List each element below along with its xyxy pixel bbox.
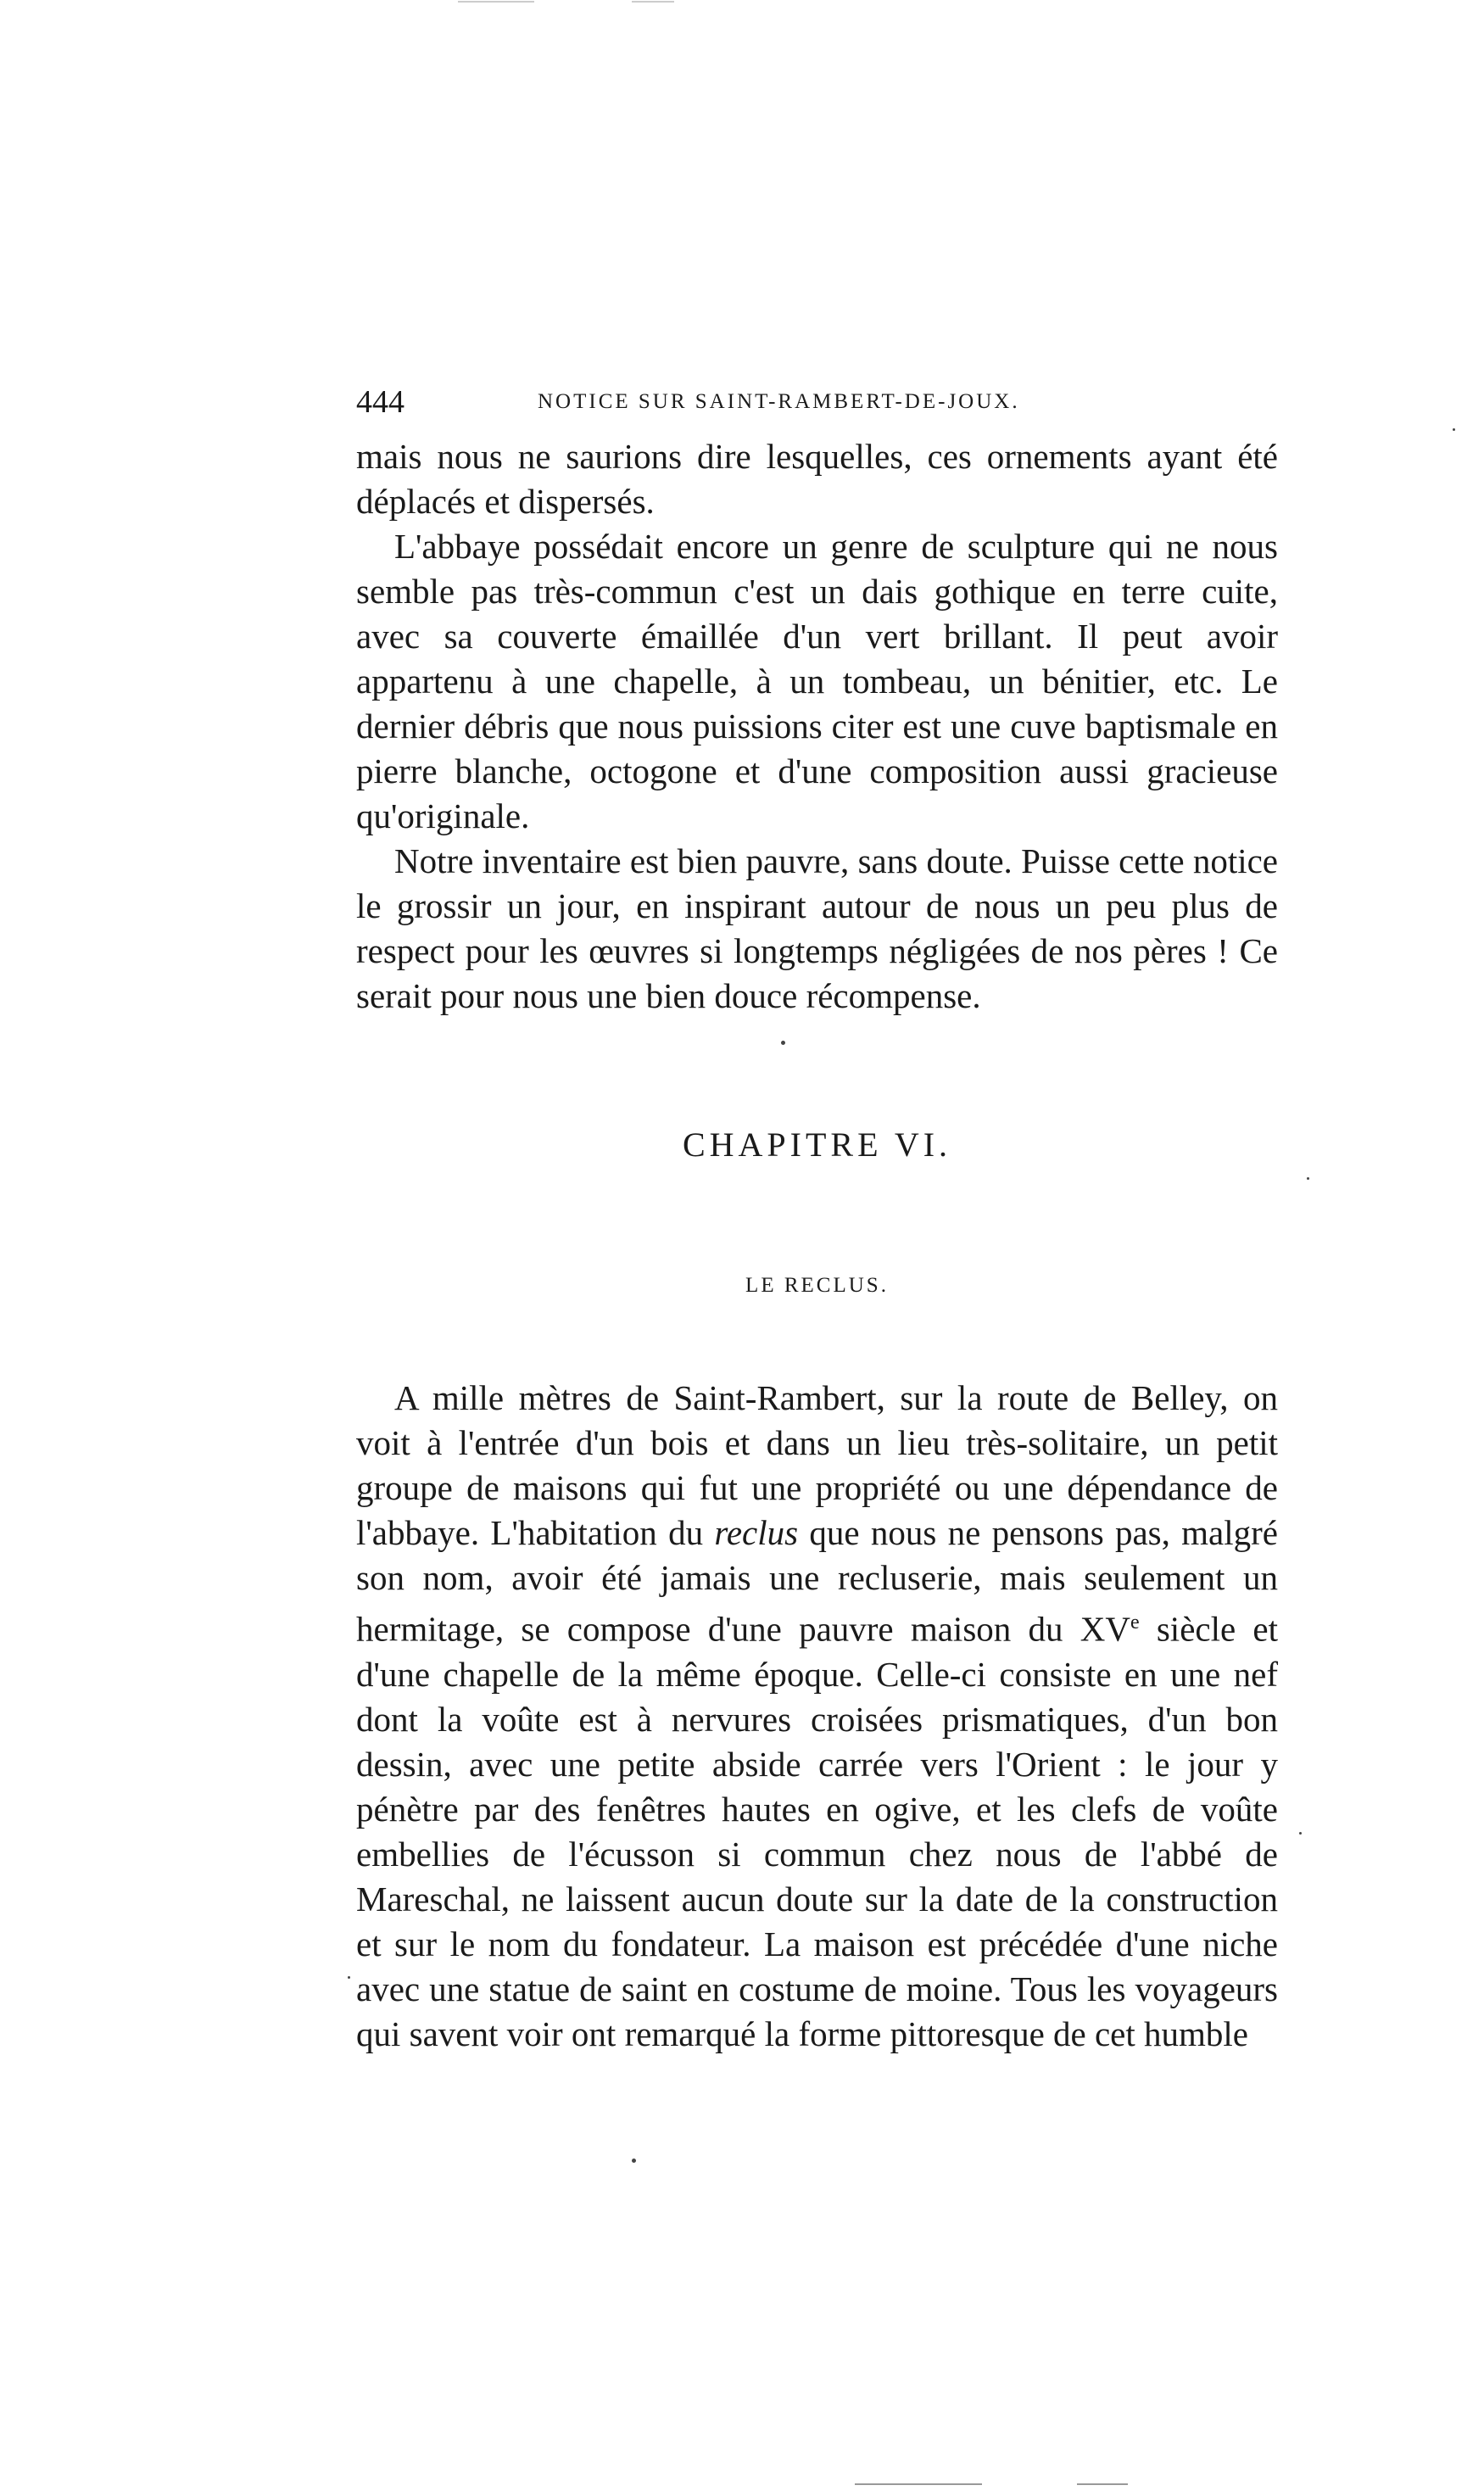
stray-mark bbox=[1453, 428, 1455, 431]
running-head: NOTICE SUR SAINT-RAMBERT-DE-JOUX. bbox=[538, 390, 1020, 413]
bottom-scan-mark bbox=[855, 2483, 982, 2485]
stray-mark bbox=[781, 1041, 785, 1045]
stray-mark bbox=[632, 2159, 636, 2163]
paragraph-text: siècle et d'une chapelle de la même époque. Celle-ci consiste en une nef dont la voûte est à nervures croisées prismatiques, d'un bon dessin, avec une petite abside carrée vers l'Orient : le jour y pénètre par des fenêtres hautes en ogive, et les clefs de voûte embellies de l'écusson si commun chez nous de l'abbé de Mareschal, ne laissent aucun doute sur la date de la construction et sur le nom du fondateur. La maison est précédée d'une niche avec une statue de saint en costume de moine. Tous les voyageurs qui savent voir ont remarqué la forme pittoresque de cet humble bbox=[356, 1609, 1279, 2053]
stray-mark bbox=[1307, 1177, 1309, 1180]
stray-mark bbox=[1299, 1832, 1302, 1835]
stray-mark bbox=[348, 1976, 350, 1979]
section-title: LE RECLUS. bbox=[745, 1274, 889, 1297]
chapter-title: CHAPITRE VI. bbox=[682, 1125, 952, 1164]
paragraph bbox=[356, 1376, 1278, 2057]
paragraph: L'abbaye possédait encore un genre de sculpture qui ne nous semble pas très-commun c'est un dais gothique en terre cuite, avec sa couverte émaillée d'un vert brillant. Il peut avoir appartenu à une chapelle, à un tombeau, un bénitier, etc. Le dernier débris que nous puissions citer est une cuve baptismale en pierre blanche, octogone et d'une composition aussi gracieuse qu'originale. bbox=[356, 527, 1278, 835]
page-header bbox=[356, 383, 1289, 434]
paragraph: Notre inventaire est bien pauvre, sans doute. Puisse cette notice le grossir un jour, en inspirant autour de nous un peu plus de respect pour les œuvres si longtemps négligées de nos pères ! Ce serait pour nous une bien douce récompense. bbox=[356, 841, 1278, 1015]
page-number: 444 bbox=[356, 384, 404, 420]
top-scan-mark bbox=[632, 1, 674, 3]
italic-term: reclus bbox=[714, 1513, 799, 1552]
paragraph: mais nous ne saurions dire lesquelles, ces ornements ayant été déplacés et dispersés. bbox=[356, 437, 1278, 521]
bottom-scan-mark bbox=[1077, 2483, 1128, 2485]
paragraph-text: que nous ne pensons pas, malgré son nom, avoir été jamais une recluserie, mais seulement un hermitage, se compose d'une pauvre maison du XV bbox=[356, 1513, 1279, 1649]
superscript: e bbox=[1130, 1611, 1140, 1634]
top-scan-mark bbox=[458, 1, 534, 3]
text-section-first bbox=[356, 434, 1278, 1019]
text-section-second bbox=[356, 1376, 1278, 2057]
paragraph-text: A mille mètres de Saint-Rambert, sur la route de Belley, on voit à l'entrée d'un bois et dans un lieu très-solitaire, un petit groupe de maisons qui fut une propriété ou une dépendance de l'abbaye. L'habitation du bbox=[356, 1378, 1278, 1552]
